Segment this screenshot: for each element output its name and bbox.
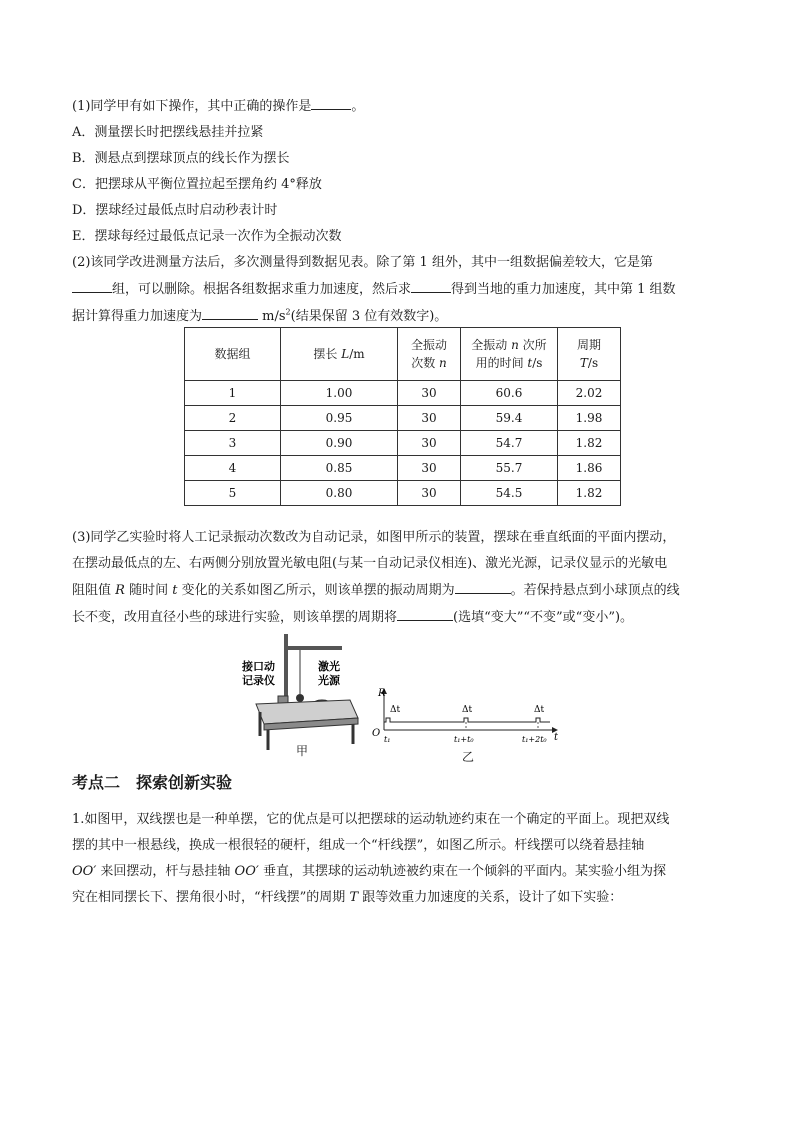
table-cell: 1.86 [558, 456, 621, 481]
label-laser: 激光 [318, 660, 340, 673]
option-e: E．摆球每经过最低点记录一次作为全振动次数 [72, 229, 342, 244]
table-cell: 54.5 [461, 481, 558, 506]
table-cell: 2.02 [558, 381, 621, 406]
table-cell: 55.7 [461, 456, 558, 481]
table-cell: 59.4 [461, 406, 558, 431]
table-cell: 2 [185, 406, 281, 431]
table-row [185, 406, 621, 431]
table-header-row [185, 328, 621, 381]
table-cell: 0.95 [281, 406, 398, 431]
table-cell: 30 [398, 456, 461, 481]
data-table [184, 327, 621, 506]
table-header-cell: 摆长 L/m [281, 328, 398, 381]
apparatus-figure [238, 632, 368, 752]
label-recorder: 接口动 [242, 660, 275, 673]
label-laser: 光源 [318, 674, 340, 687]
part1-question: (1)同学甲有如下操作，其中正确的操作是 。 [72, 93, 732, 120]
section-title: 考点二 探索创新实验 [72, 773, 233, 792]
tick-label: t₁+t₀ [454, 735, 474, 744]
answer-blank[interactable] [202, 303, 258, 320]
table-cell: 1.00 [281, 381, 398, 406]
answer-blank[interactable] [397, 604, 453, 621]
q1-line4: 究在相同摆长下、摆角很小时，“杆线摆”的周期 T 跟等效重力加速度的关系，设计了如下实验： [72, 890, 623, 905]
part3-line4: 长不变，改用直径小些的球进行实验，则该单摆的周期将 (选填“变大”“不变”或“变小”)。 [72, 604, 732, 631]
part2-line3: 据计算得重力加速度为 $m/s^2$(结果保留 3 位有效数字)。 [72, 303, 732, 330]
delta-t-label: Δt [462, 705, 473, 715]
table-cell: 0.80 [281, 481, 398, 506]
table-row [185, 456, 621, 481]
resistance-curve [384, 718, 550, 722]
tick-label: t₁+2t₀ [522, 735, 547, 744]
table-body [185, 381, 621, 506]
answer-blank[interactable] [411, 276, 451, 293]
part3-line3: 阻阻值 R 随时间 t 变化的关系如图乙所示，则该单摆的振动周期为 。若保持悬点到小球顶点的线 [72, 577, 732, 604]
part3-line1: (3)同学乙实验时将人工记录振动次数改为自动记录，如图甲所示的装置，摆球在垂直纸面的平面内摆动， [72, 530, 676, 545]
table-cell: 30 [398, 406, 461, 431]
tick-label: t₁ [384, 735, 391, 744]
q1-line2: 摆的其中一根悬线，换成一根很轻的硬杆，组成一个“杆线摆”，如图乙所示。杆线摆可以绕着悬挂轴 [72, 838, 645, 853]
rt-graph-figure [370, 686, 560, 746]
part3-block [72, 525, 732, 631]
table-cell: 3 [185, 431, 281, 456]
stand-arm [284, 646, 342, 650]
delta-t-label: Δt [390, 705, 401, 715]
table-cell: 30 [398, 431, 461, 456]
part2-line2: 组，可以删除。根据各组数据求重力加速度，然后求 得到当地的重力加速度，其中第 1 组数 [72, 276, 732, 303]
table-header-cell: 全振动 n 次所 用的时间 t/s [461, 328, 558, 381]
label-recorder: 记录仪 [242, 674, 275, 687]
table-cell: 1.98 [558, 406, 621, 431]
table-cell: 60.6 [461, 381, 558, 406]
answer-blank[interactable] [72, 276, 112, 293]
table-cell: 0.90 [281, 431, 398, 456]
option-c: C．把摆球从平衡位置拉起至摆角约 4°释放 [72, 177, 322, 192]
table-cell: 1.82 [558, 481, 621, 506]
table-row [185, 381, 621, 406]
option-b: B．测悬点到摆球顶点的线长作为摆长 [72, 151, 290, 166]
table-cell: 1 [185, 381, 281, 406]
q1-line1: 1.如图甲，双线摆也是一种单摆，它的优点是可以把摆球的运动轨迹约束在一个确定的平面上。现把双线 [72, 812, 670, 827]
option-d: D．摆球经过最低点时启动秒表计时 [72, 203, 278, 218]
part3-line2: 在摆动最低点的左、右两侧分别放置光敏电阻(与某一自动记录仪相连)、激光光源，记录仪显示的光敏电 [72, 556, 668, 571]
table-cell: 30 [398, 481, 461, 506]
q1-line3: OO′ 来回摆动，杆与悬挂轴 OO′ 垂直，其摆球的运动轨迹被约束在一个倾斜的平面内。某实验小组为探 [72, 864, 666, 879]
table-cell: 30 [398, 381, 461, 406]
table-header-cell: 数据组 [185, 328, 281, 381]
table-header-cell: 全振动 次数 n [398, 328, 461, 381]
table-cell: 5 [185, 481, 281, 506]
t-axis-label: t [554, 732, 559, 743]
table-cell: 4 [185, 456, 281, 481]
answer-blank[interactable] [455, 577, 511, 594]
part1-block [72, 93, 732, 330]
answer-blank[interactable] [311, 93, 351, 110]
table-cell: 0.85 [281, 456, 398, 481]
question1-block [72, 807, 732, 911]
part2-line1: (2)该同学改进测量方法后，多次测量得到数据见表。除了第 1 组外，其中一组数据偏差较大，它是第 [72, 255, 653, 270]
table-header-cell: 周期 T/s [558, 328, 621, 381]
table-cell: 54.7 [461, 431, 558, 456]
table-row [185, 431, 621, 456]
table-cell: 1.82 [558, 431, 621, 456]
caption-yi: 乙 [462, 750, 475, 764]
option-a: A．测量摆长时把摆线悬挂并拉紧 [72, 125, 264, 140]
table-row [185, 481, 621, 506]
origin-label: O [372, 728, 381, 739]
caption-jia: 甲 [296, 744, 309, 758]
pendulum-bob [296, 694, 304, 702]
delta-t-label: Δt [534, 705, 545, 715]
r-axis-label: R [378, 688, 386, 699]
